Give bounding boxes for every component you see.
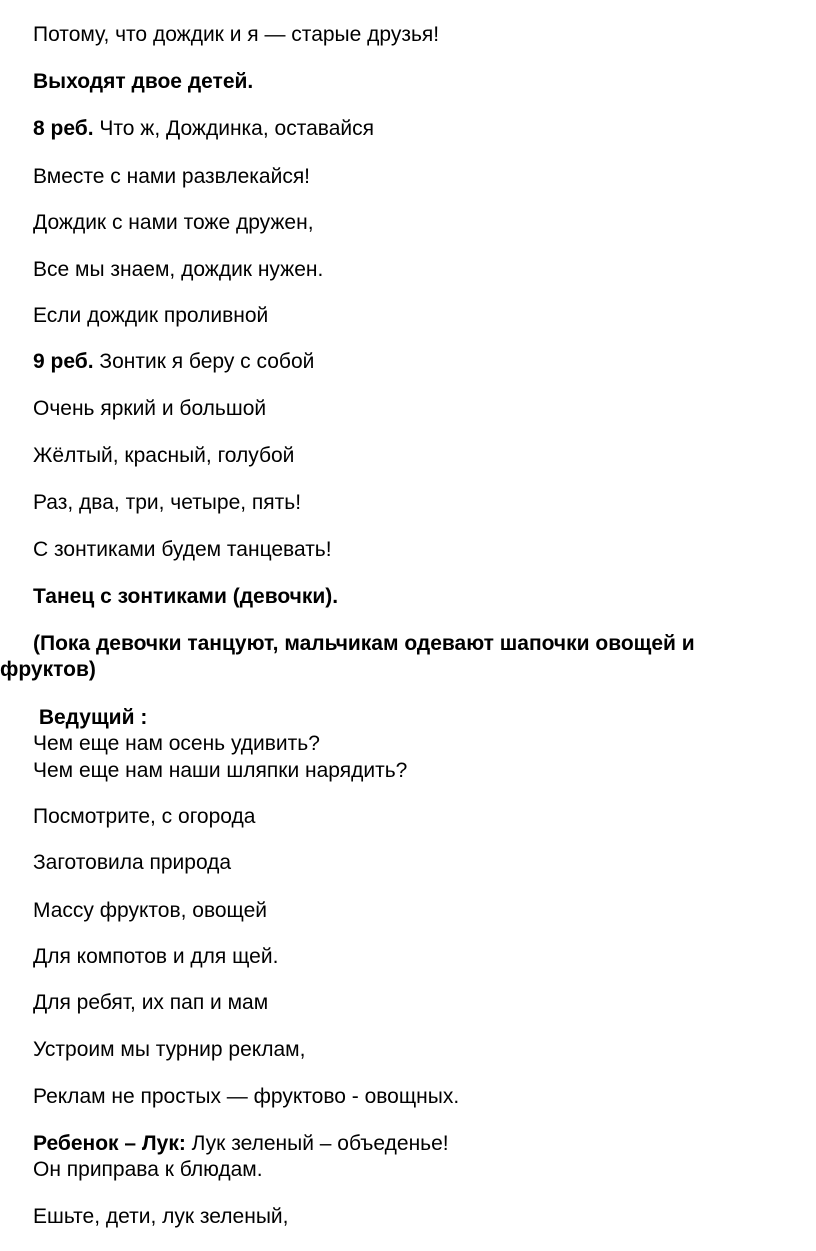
text-line: Потому, что дождик и я — старые друзья! bbox=[33, 23, 440, 46]
stage-direction-line: фруктов) bbox=[0, 658, 96, 681]
text-line: Все мы знаем, дождик нужен. bbox=[33, 258, 324, 281]
text-line: Реклам не простых — фруктово - овощных. bbox=[33, 1085, 460, 1108]
speaker-line bbox=[33, 1131, 449, 1157]
text-line: Устроим мы турнир реклам, bbox=[33, 1038, 306, 1061]
text-line: Жёлтый, красный, голубой bbox=[33, 444, 295, 467]
text-line: Раз, два, три, четыре, пять! bbox=[33, 491, 302, 514]
speaker-label: 9 реб. bbox=[33, 350, 94, 373]
text-line: Массу фруктов, овощей bbox=[33, 899, 268, 922]
text-line: Он приправа к блюдам. bbox=[33, 1158, 263, 1181]
text-line: Заготовила природа bbox=[33, 851, 232, 874]
speaker-text: Что ж, Дождинка, оставайся bbox=[93, 117, 374, 140]
text-line: С зонтиками будем танцевать! bbox=[33, 538, 332, 561]
speaker-label: Ребенок – Лук: bbox=[33, 1132, 186, 1155]
text-line: Для компотов и для щей. bbox=[33, 945, 279, 968]
speaker-heading: Ведущий : bbox=[33, 706, 148, 729]
stage-direction: Танец с зонтиками (девочки). bbox=[33, 585, 339, 608]
speaker-line bbox=[33, 349, 314, 375]
speaker-line bbox=[33, 116, 374, 142]
text-line: Вместе с нами развлекайся! bbox=[33, 165, 311, 188]
stage-direction-multiline bbox=[0, 631, 800, 683]
text-line: Для ребят, их пап и мам bbox=[33, 991, 269, 1014]
stage-direction-line: (Пока девочки танцуют, мальчикам одевают шапочки овощей и bbox=[33, 632, 695, 655]
speaker-text: Зонтик я беру с собой bbox=[93, 350, 315, 373]
text-line: Если дождик проливной bbox=[33, 304, 269, 327]
text-line: Дождик с нами тоже дружен, bbox=[33, 211, 314, 234]
speaker-text: Лук зеленый – объеденье! bbox=[185, 1132, 449, 1155]
stage-direction: Выходят двое детей. bbox=[33, 70, 254, 93]
text-line: Очень яркий и большой bbox=[33, 397, 267, 420]
text-line: Чем еще нам наши шляпки нарядить? bbox=[33, 759, 408, 782]
speaker-label: 8 реб. bbox=[33, 117, 94, 140]
text-line: Ешьте, дети, лук зеленый, bbox=[33, 1205, 289, 1228]
text-line: Чем еще нам осень удивить? bbox=[33, 732, 320, 755]
text-line: Посмотрите, с огорода bbox=[33, 805, 256, 828]
